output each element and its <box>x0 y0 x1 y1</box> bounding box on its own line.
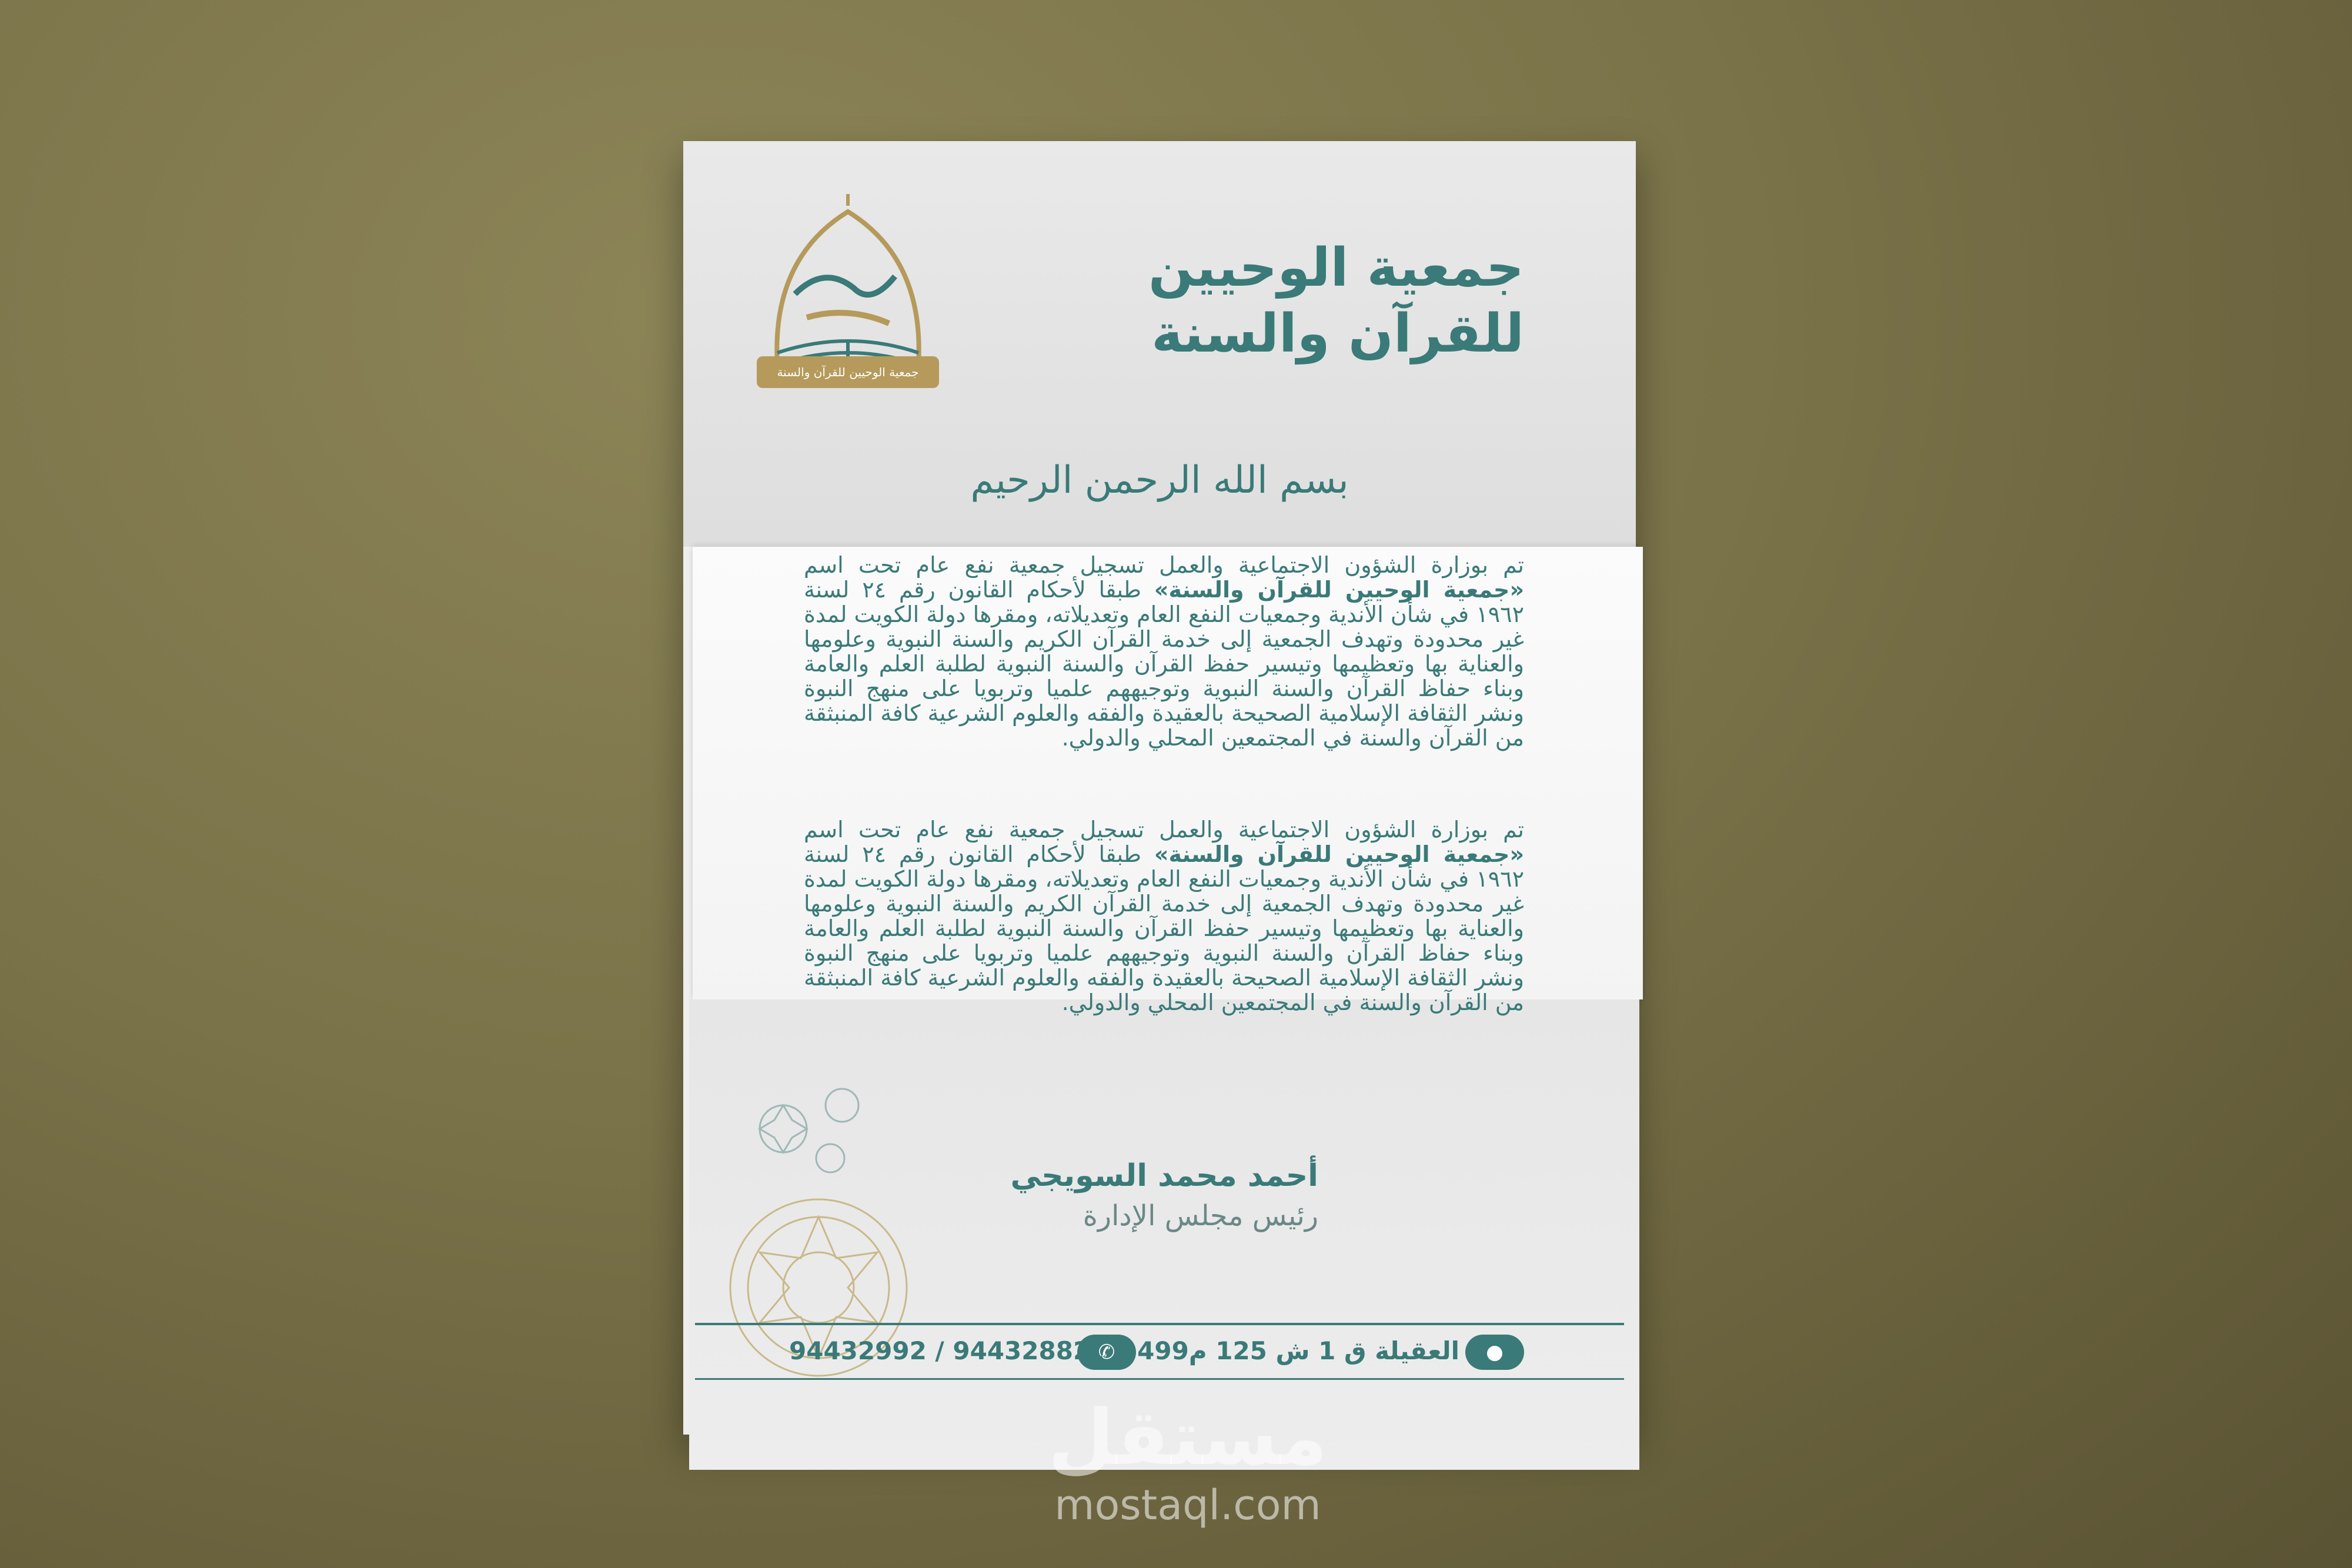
paragraph-1-rest: طبقا لأحكام القانون رقم ٢٤ لسنة ١٩٦٢ في شأن الأندية وجمعيات النفع العام وتعديلاته، ومقرها دولة الكويت لمدة غير محدودة وتهدف الجمعية إلى خدمة القرآن الكريم والسنة النبوية وعلومها والعناية بها وتعظيمها وتيسير حفظ القرآن والسنة النبوية لطلبة العلم والعامة وبناء حفاظ القرآن والسنة النبوية وتوجيههم علميا وتربويا على منهج النبوة ونشر الثقافة الإسلامية الصحيحة بالعقيدة والفقه والعلوم الشرعية كافة المنبثقة من القرآن والسنة في المجتمعين المحلي والدولي. <box>804 577 1524 751</box>
footer-divider-top <box>695 1323 1624 1325</box>
paragraph-2-lead: تم بوزارة الشؤون الاجتماعية والعمل تسجيل جمعية نفع عام تحت اسم <box>804 817 1524 842</box>
mostaql-watermark <box>1035 1393 1341 1529</box>
letter-sheet <box>683 141 1636 1435</box>
phone-icon: ✆ <box>1077 1335 1136 1370</box>
signer-title: رئيس مجلس الإدارة <box>1083 1199 1318 1232</box>
location-pin-icon: ● <box>1465 1335 1524 1370</box>
footer-address: العقيلة ق 1 ش 125 م499 <box>1137 1336 1459 1365</box>
paragraph-1-org-name: «جمعية الوحيين للقرآن والسنة» <box>1154 577 1524 603</box>
paragraph-2-org-name: «جمعية الوحيين للقرآن والسنة» <box>1154 841 1524 867</box>
paragraph-2-rest: طبقا لأحكام القانون رقم ٢٤ لسنة ١٩٦٢ في شأن الأندية وجمعيات النفع العام وتعديلاته، ومقرها دولة الكويت لمدة غير محدودة وتهدف الجمعية إلى خدمة القرآن الكريم والسنة النبوية وعلومها والعناية بها وتعظيمها وتيسير حفظ القرآن والسنة النبوية لطلبة العلم والعامة وبناء حفاظ القرآن والسنة النبوية وتوجيههم علميا وتربويا على منهج النبوة ونشر الثقافة الإسلامية الصحيحة بالعقيدة والفقه والعلوم الشرعية كافة المنبثقة من القرآن والسنة في المجتمعين المحلي والدولي. <box>804 841 1524 1015</box>
basmala: بسم الله الرحمن الرحيم <box>970 459 1349 502</box>
watermark-arabic: مستقل <box>1048 1393 1328 1482</box>
organization-name <box>1112 235 1524 367</box>
body-paragraph-1 <box>804 553 1524 750</box>
organization-name-line1: جمعية الوحيين <box>1148 237 1524 299</box>
footer-phones: 94432992 / 94432882 <box>789 1336 1091 1365</box>
body-paragraph-2 <box>804 817 1524 1015</box>
footer-divider-bottom <box>695 1378 1624 1380</box>
logo-caption: جمعية الوحيين للقرآن والسنة <box>757 356 939 388</box>
organization-name-line2: للقرآن والسنة <box>1151 303 1524 365</box>
paragraph-1-lead: تم بوزارة الشؤون الاجتماعية والعمل تسجيل جمعية نفع عام تحت اسم <box>804 552 1524 578</box>
signer-name: أحمد محمد السويجي <box>1010 1158 1318 1193</box>
watermark-latin: mostaql.com <box>1054 1481 1321 1529</box>
